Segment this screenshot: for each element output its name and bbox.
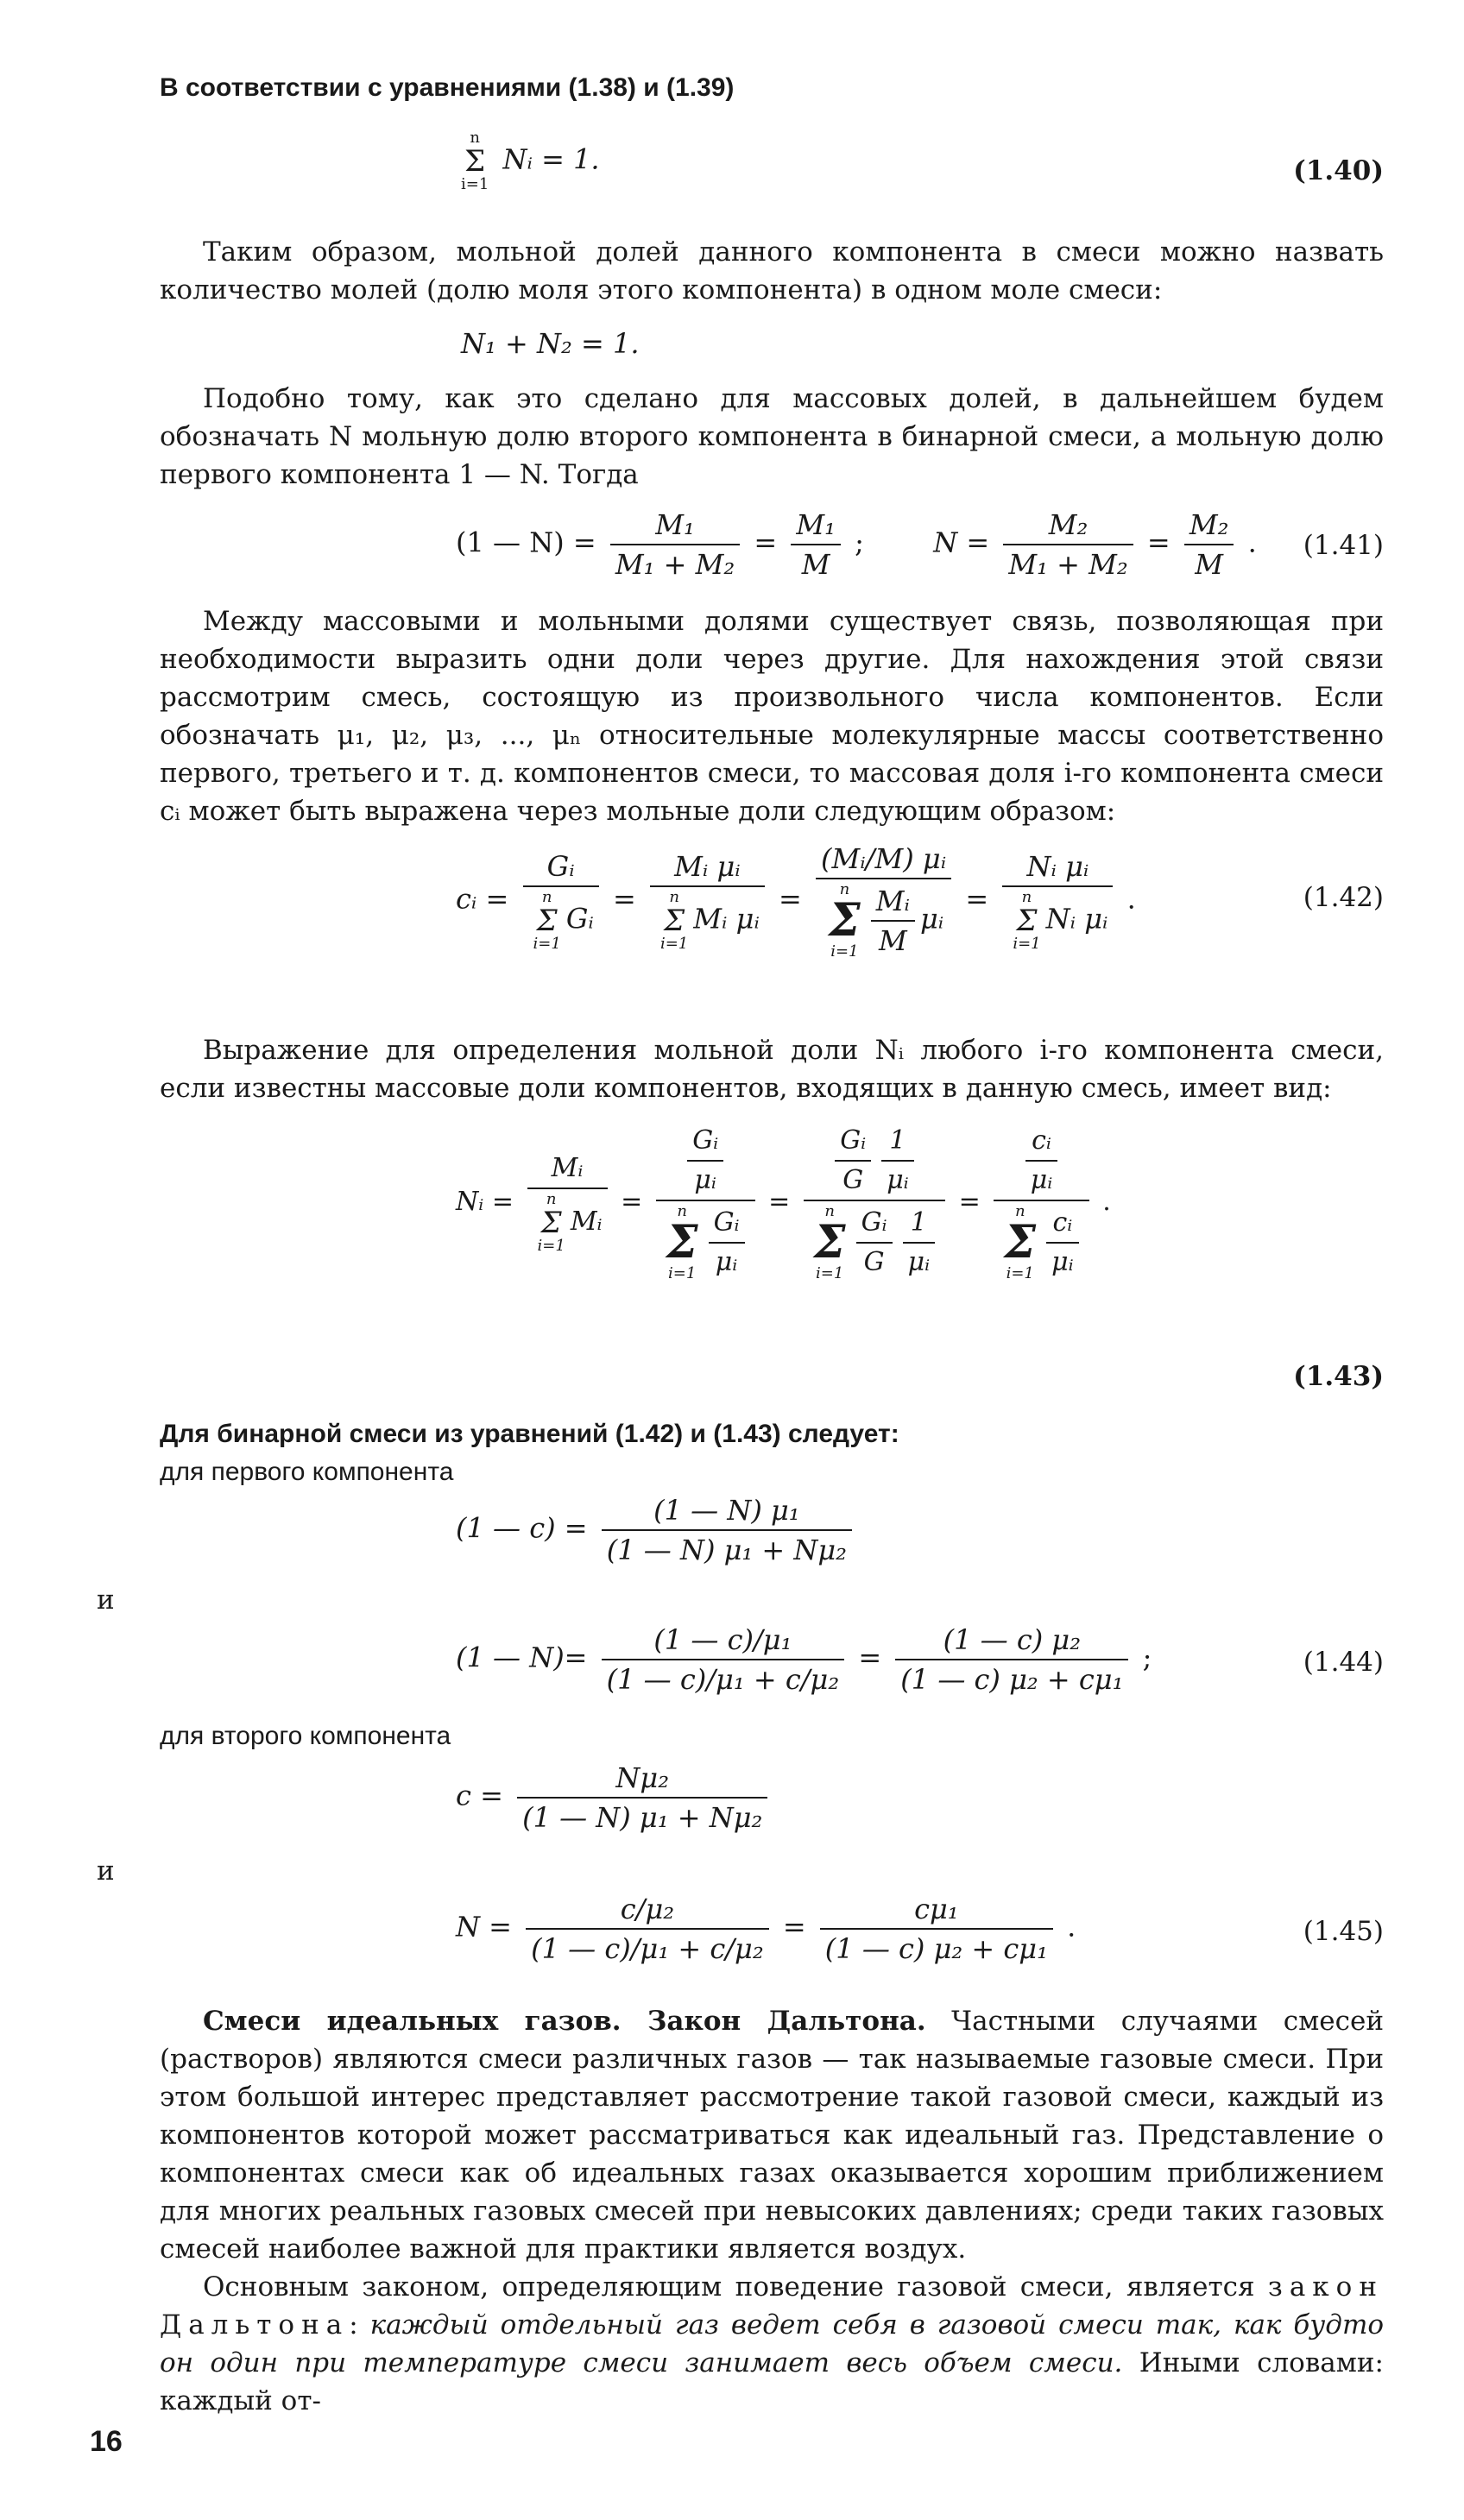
intro-line: В соответствии с уравнениями (1.38) и (1.39) [160,73,735,102]
equation-number-1-43: (1.43) [1293,1361,1384,1392]
equation-1-42: cᵢ = Gᵢ n Σ i=1Gᵢ = Mᵢ μᵢ n Σ i=1Mᵢ μᵢ = (Mᵢ/M) μᵢ n Σ i=1 $\frac{\text{Mᵢ}}{M}$ μᵢ = Nᵢ μᵢ n Σ i=1Nᵢ μᵢ . [456,842,1136,961]
equation-1-41: (1 — N) = $\frac{\text{M₁}}{\text{M₁ + M₂}}$ = $\frac{\text{M₁}}{M}$ ; N = $\frac{\text{M₂}}{\text{M₁ + M₂}}$ = $\frac{\text{M₂}}{M}$ . [456,508,1257,581]
equation-number-1-42: (1.42) [1303,882,1384,913]
equation-number-1-41: (1.41) [1303,530,1384,561]
equation-number-1-45: (1.45) [1303,1916,1384,1947]
equation-1-44: (1 — N)= $\frac{\text{(1 — c)/μ₁}}{\text{(1 — c)/μ₁ + c/μ₂}}$ = $\frac{\text{(1 — c) μ₂}}{\text{(1 — c) μ₂ + cμ₁}}$ ; [456,1623,1152,1696]
section-heading-dalton: Смеси идеальных газов. Закон Дальтона. [203,2006,926,2037]
paragraph-ideal-gas-mixtures: Смеси идеальных газов. Закон Дальтона. Частными случаями смесей (растворов) являются смеси различных газов — так называемые газовые смеси. При этом большой интерес представляет рассмотрение такой газовой смеси, каждый из компонентов которой может рассматриваться как идеальный газ. Представление о компонентах смеси как об идеальных газах оказывается хорошим приближением для многих реальных газовых смесей при невысоких давлениях; среди таких газовых смесей наиболее важной для практики является воздух. [160,2006,1385,2265]
equation-1-43: Nᵢ = Mᵢ n Σ i=1Mᵢ = $\frac{\text{Gᵢ}}{\text{μᵢ}}$ n Σ i=1 $\frac{\text{Gᵢ}}{\text{μᵢ}}$ = $\frac{\text{Gᵢ}}{G}$ $\frac{1}{\text{μᵢ}}$ n Σ i=1 $\frac{\text{Gᵢ}}{G}$ $\frac{1}{\text{μᵢ}}$ = $\frac{\text{cᵢ}}{\text{μᵢ}}$ n Σ i=1 $\frac{\text{cᵢ}}{\text{μᵢ}}$ . [456,1125,1111,1282]
paragraph-mole-fraction: Таким образом, мольной долей данного компонента в смеси можно назвать количество молей (долю моля этого компонента) в одном моле смеси: [160,236,1384,306]
paragraph-binary-intro: Для бинарной смеси из уравнений (1.42) и (1.43) следует: [160,1420,899,1448]
equation-c-first: (1 — c) = $\frac{\text{(1 — N) μ₁}}{\text{(1 — N) μ₁ + Nμ₂}}$ [456,1493,857,1567]
conjunction-and-1: и [97,1584,115,1616]
equation-number-1-44: (1.44) [1303,1647,1384,1678]
equation-number-1-40: (1.40) [1293,155,1384,186]
equation-binary-sum: N₁ + N₂ = 1. [461,327,640,360]
equation-1-45: N = $\frac{\text{c/μ₂}}{\text{(1 — c)/μ₁ + c/μ₂}}$ = $\frac{\text{cμ₁}}{\text{(1 — c) μ₂ + cμ₁}}$ . [456,1893,1076,1965]
equation-c-second: c = $\frac{\text{Nμ₂}}{\text{(1 — N) μ₁ + Nμ₂}}$ [456,1761,773,1835]
page-number: 16 [90,2425,123,2458]
paragraph-mole-fraction-expression: Выражение для определения мольной доли Nᵢ любого i-го компонента смеси, если известны массовые доли компонентов, входящих в данную смесь, имеет вид: [160,1035,1384,1104]
label-first-component: для первого компонента [160,1458,454,1486]
conjunction-and-2: и [97,1855,115,1887]
paragraph-notation: Подобно тому, как это сделано для массовых долей, в дальнейшем будем обозначать N мольную долю второго компонента в бинарной смеси, а мольную долю первого компонента 1 — N. Тогда [160,383,1384,490]
equation-1-40: n Σ i=1 Nᵢ = 1. [461,129,600,193]
sum-symbol: n Σ i=1 [461,129,489,193]
label-second-component: для второго компонента [160,1722,451,1750]
law-statement: каждый отдельный газ ведет себя в газовой смеси так, как будто он один при температуре смеси занимает весь объем смеси. [160,2309,1385,2378]
law-name: закон Дальтона [160,2271,1384,2340]
paragraph-mass-mole-relation: Между массовыми и мольными долями существует связь, позволяющая при необходимости выразить одни доли через другие. Для нахождения этой связи рассмотрим смесь, состоящую из произвольного числа компонентов. Если обозначать μ₁, μ₂, μ₃, ..., μₙ относительные молекулярные массы соответственно первого, третьего и т. д. компонентов смеси, то массовая доля i-го компонента смеси cᵢ может быть выражена через мольные доли следующим образом: [160,606,1384,827]
paragraph-dalton-law: Основным законом, определяющим поведение газовой смеси, является закон Дальтона: каждый отдельный газ ведет себя в газовой смеси так, как будто он один при температуре смеси занимает весь объем смеси. Иными словами: каждый от- [160,2271,1385,2416]
